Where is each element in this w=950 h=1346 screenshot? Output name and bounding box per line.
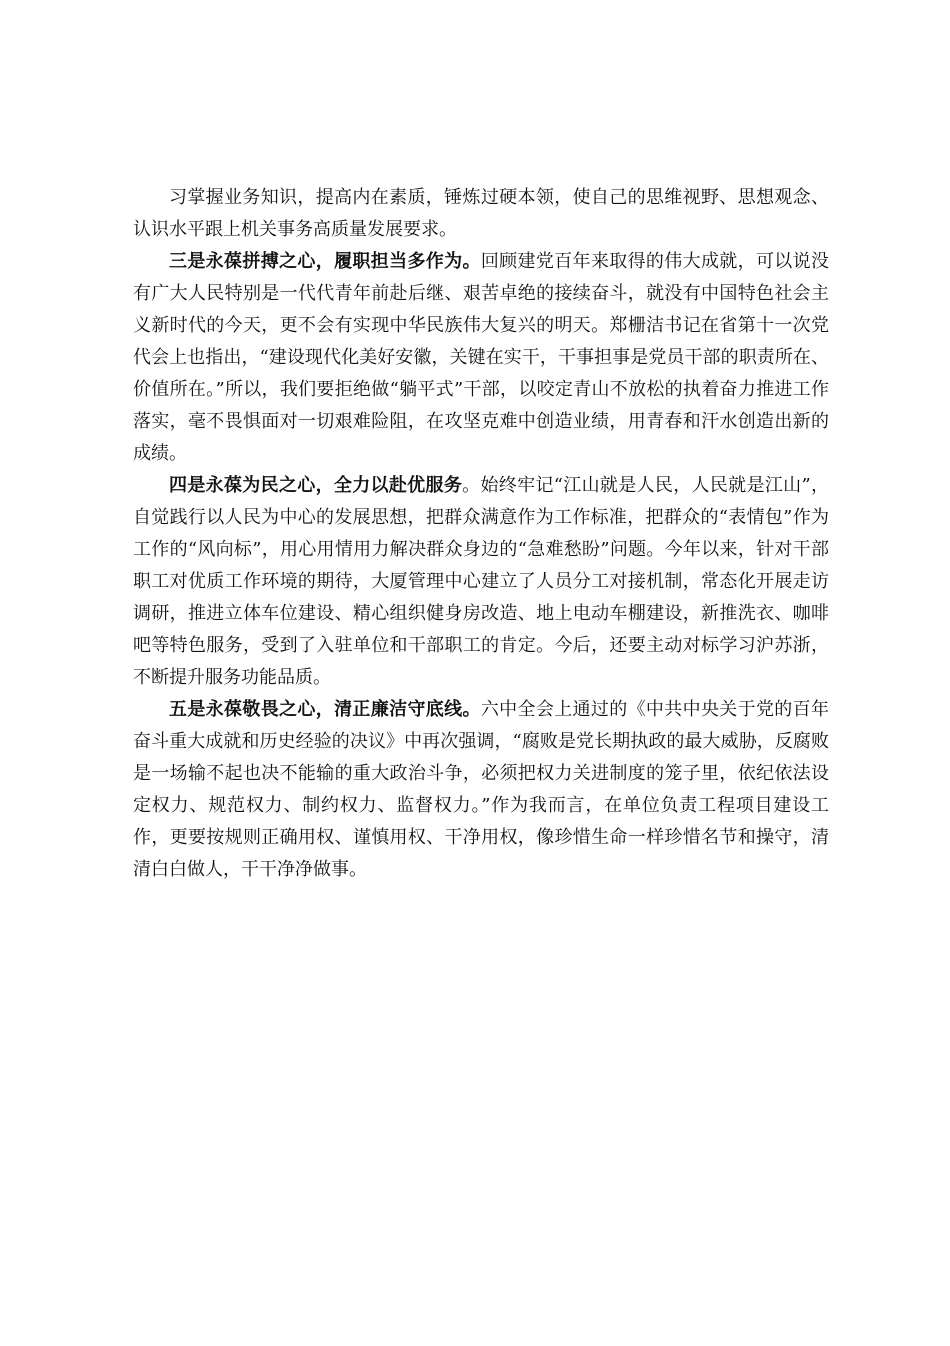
paragraph-text: 六中全会上通过的《中共中央关于党的百年奋斗重大成就和历史经验的决议》中再次强调，“腐败是党长期执政的最大威胁，反腐败是一场输不起也决不能输的重大政治斗争，必须把权力关进制度的笼子里，依纪依法设定权力、规范权力、制约权力、监督权力。”作为我而言，在单位负责工程项目建设工作，更要按规则正确用权、谨慎用权、干净用权，像珍惜生命一样珍惜名节和操守，清清白白做人，干干净净做事。	[133, 699, 829, 880]
paragraph-point-four	[133, 470, 829, 694]
paragraph-text: 。始终牢记“江山就是人民，人民就是江山”，自觉践行以人民为中心的发展思想，把群众满意作为工作标准，把群众的“表情包”作为工作的“风向标”，用心用情用力解决群众身边的“急难愁盼”问题。今年以来，针对干部职工对优质工作环境的期待，大厦管理中心建立了人员分工对接机制，常态化开展走访调研，推进立体车位建设、精心组织健身房改造、地上电动车棚建设，新推洗衣、咖啡吧等特色服务，受到了入驻单位和干部职工的肯定。今后，还要主动对标学习沪苏浙，不断提升服务功能品质。	[133, 475, 829, 688]
paragraph-text: 习掌握业务知识，提高内在素质，锤炼过硬本领，使自己的思维视野、思想观念、认识水平跟上机关事务高质量发展要求。	[133, 187, 829, 240]
paragraph-lead: 五是永葆敬畏之心，清正廉洁守底线。	[169, 699, 481, 720]
paragraph-lead: 三是永葆拼搏之心，履职担当多作为。	[169, 251, 481, 272]
paragraph-lead: 四是永葆为民之心，全力以赴优服务	[169, 475, 463, 496]
paragraph-text: 回顾建党百年来取得的伟大成就，可以说没有广大人民特别是一代代青年前赴后继、艰苦卓绝的接续奋斗，就没有中国特色社会主义新时代的今天，更不会有实现中华民族伟大复兴的明天。郑栅洁书记在省第十一次党代会上也指出，“建设现代化美好安徽，关键在实干，干事担事是党员干部的职责所在、价值所在。”所以，我们要拒绝做“躺平式”干部，以咬定青山不放松的执着奋力推进工作落实，毫不畏惧面对一切艰难险阻，在攻坚克难中创造业绩，用青春和汗水创造出新的成绩。	[133, 251, 829, 464]
document-body	[133, 182, 829, 886]
paragraph-continuation	[133, 182, 829, 246]
paragraph-point-three	[133, 246, 829, 470]
paragraph-point-five	[133, 694, 829, 886]
